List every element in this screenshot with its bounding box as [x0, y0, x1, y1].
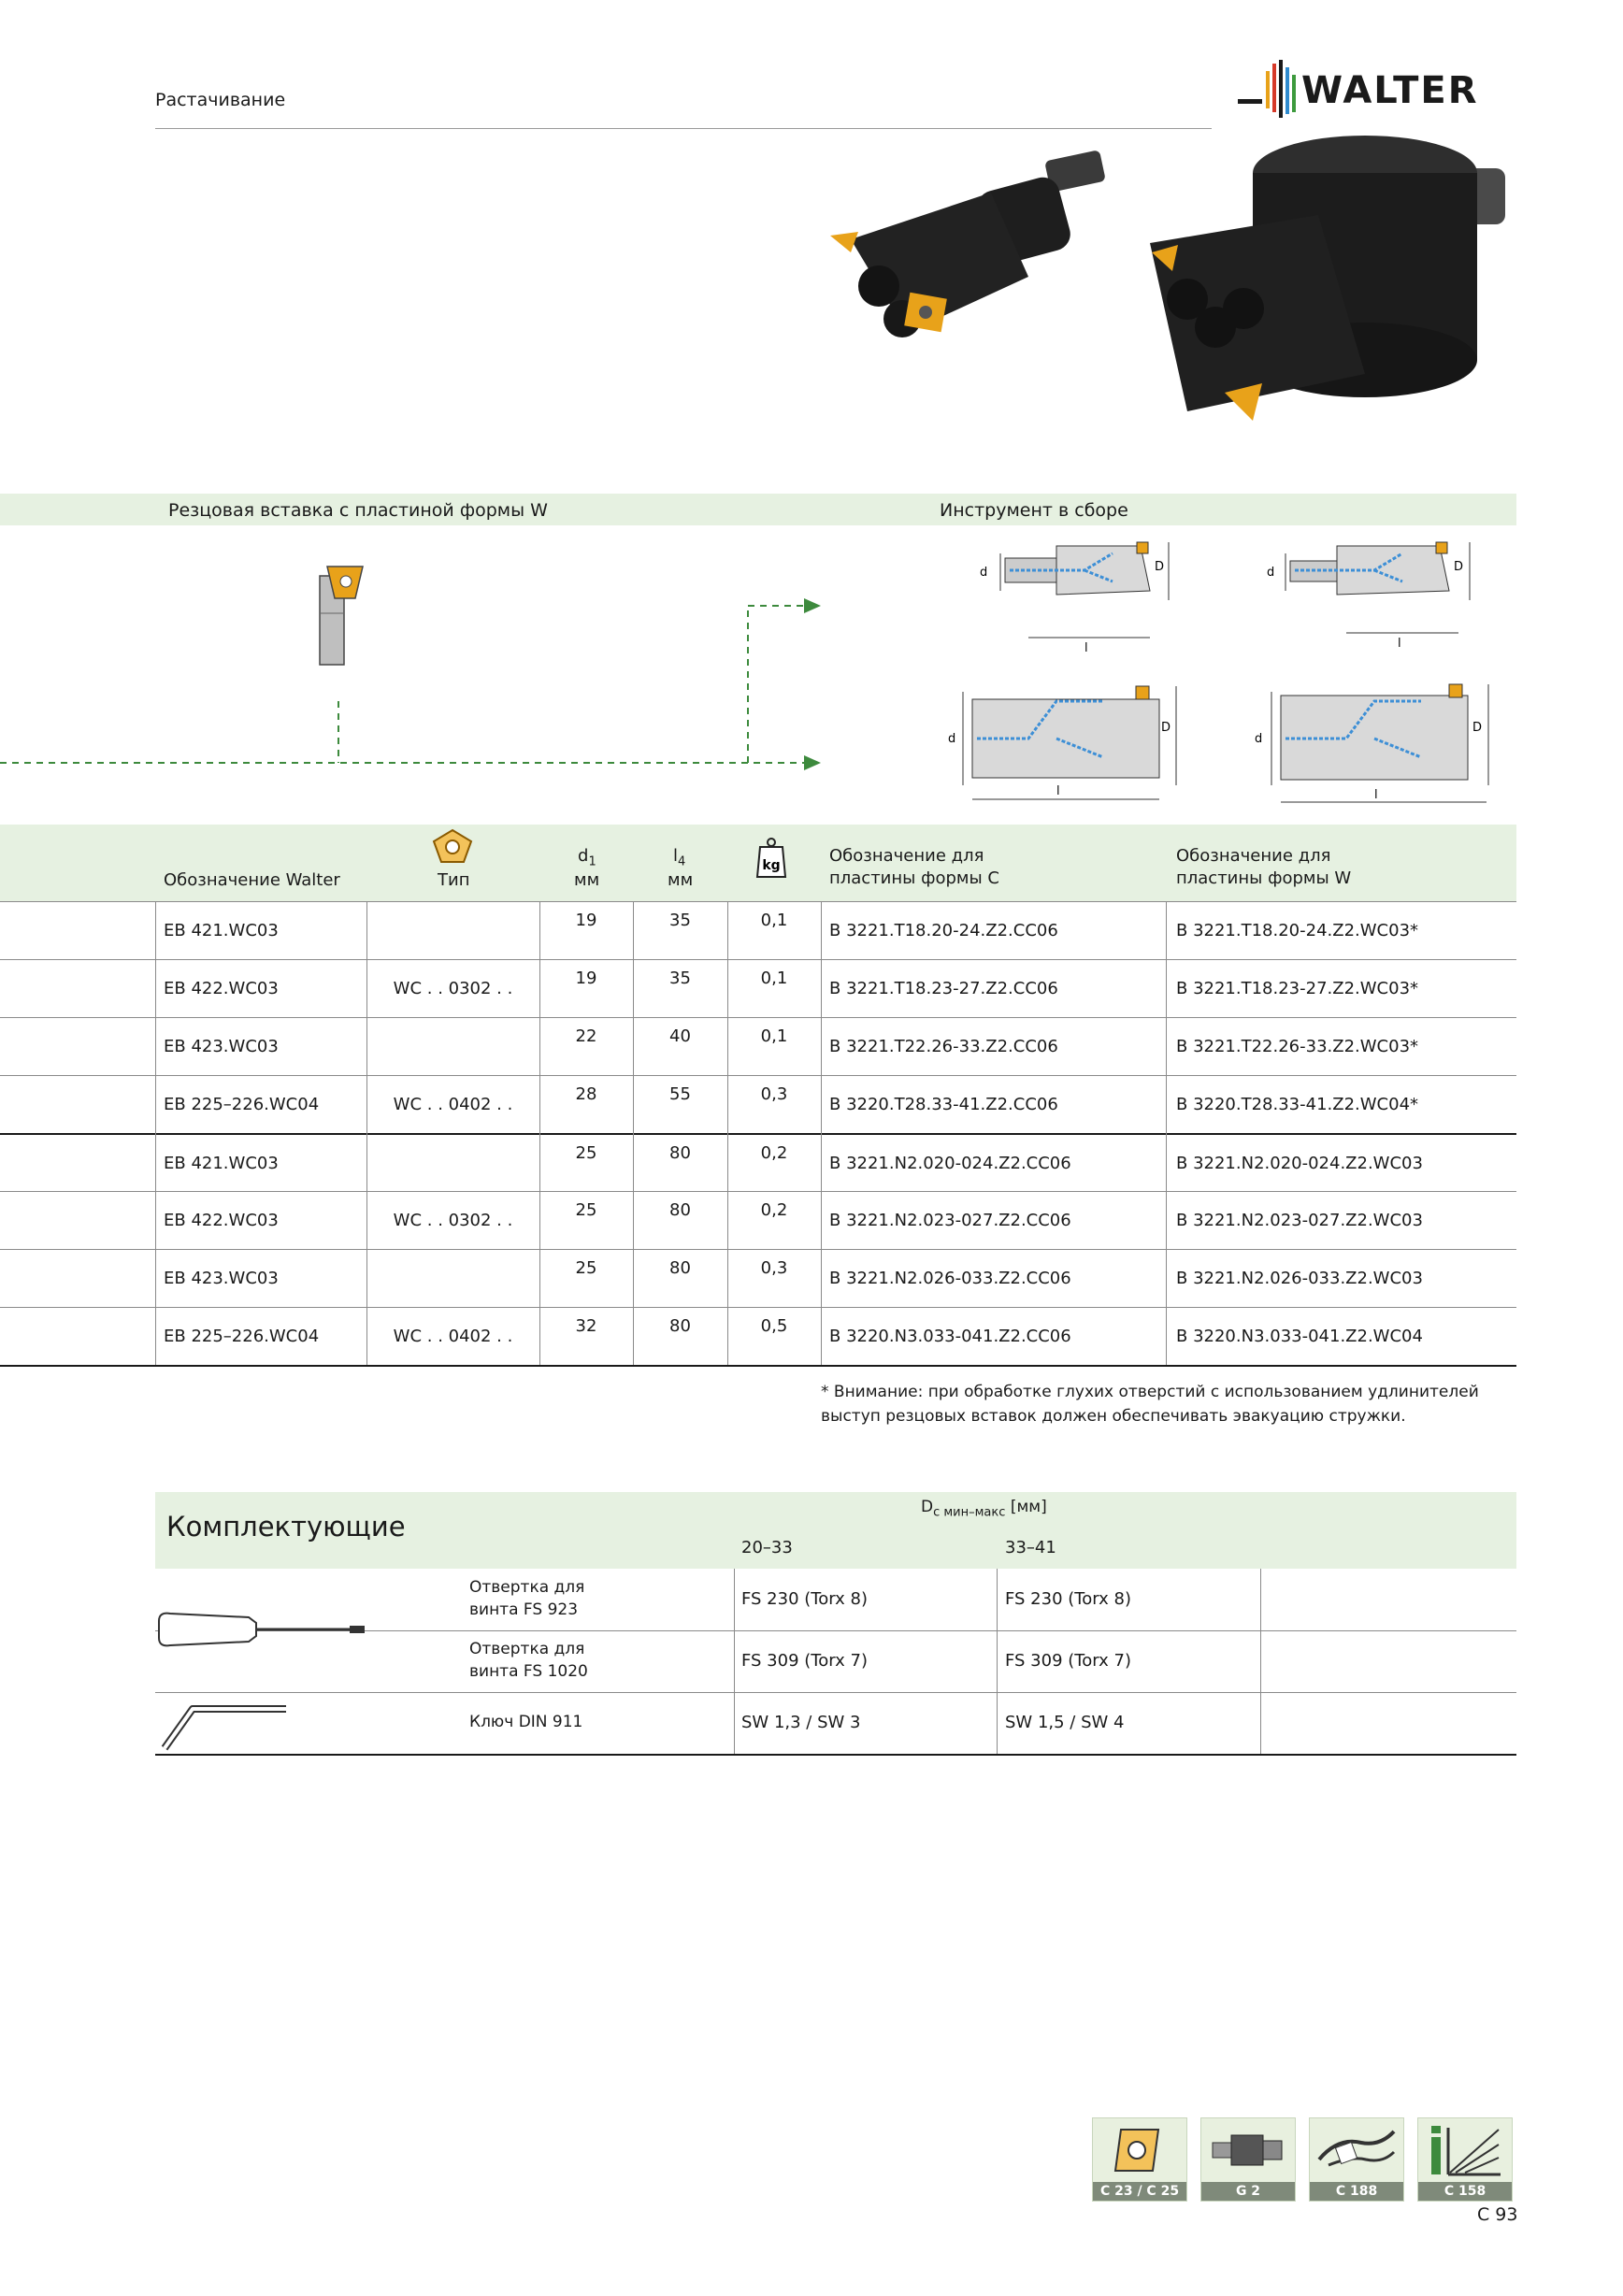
dc-label: D	[1472, 721, 1483, 735]
accessory-value: SW 1,3 / SW 3	[741, 1713, 861, 1732]
weight-icon-text: kg	[762, 858, 781, 873]
accessory-name-line1: Отвертка для	[469, 1640, 585, 1658]
l4-label: l	[1084, 641, 1088, 655]
cell-designation: EB 225–226.WC04	[164, 1327, 320, 1346]
dc-label: D	[1155, 560, 1165, 574]
col-form-c-line1: Обозначение для	[829, 846, 984, 866]
assembly-heading: Инструмент в сборе	[940, 500, 1128, 521]
accessory-name	[469, 1638, 588, 1683]
cell-form-w: B 3221.T22.26-33.Z2.WC03*	[1176, 1037, 1419, 1056]
cell-weight: 0,2	[760, 1143, 788, 1163]
cell-weight: 0,2	[760, 1200, 788, 1220]
accessory-column-rule	[734, 1569, 735, 1754]
screwdriver-icon	[155, 1606, 370, 1653]
cell-l4: 80	[669, 1143, 691, 1163]
footnote	[821, 1380, 1531, 1428]
cell-form-c: B 3220.T28.33-41.Z2.CC06	[829, 1095, 1058, 1114]
assembly-diagram-4	[1234, 673, 1505, 813]
cell-l4: 80	[669, 1316, 691, 1336]
section-title: Растачивание	[155, 90, 286, 110]
insert-type-icon	[432, 828, 473, 872]
cell-form-w: B 3220.N3.033-041.Z2.WC04	[1176, 1327, 1423, 1346]
cell-form-w: B 3221.T18.23-27.Z2.WC03*	[1176, 979, 1419, 998]
accessory-value: FS 230 (Torx 8)	[1005, 1589, 1131, 1609]
table-row	[0, 1191, 1516, 1250]
cell-form-c: B 3221.N2.026-033.Z2.CC06	[829, 1269, 1071, 1288]
cell-type: WC . . 0402 . .	[393, 1095, 513, 1114]
cell-type: WC . . 0302 . .	[393, 1211, 513, 1230]
d1-label: d	[980, 566, 988, 580]
table-column-rule	[539, 901, 540, 1365]
accessory-value: SW 1,5 / SW 4	[1005, 1713, 1125, 1732]
l4-label: l	[1056, 784, 1060, 798]
accessory-value: FS 309 (Torx 7)	[1005, 1651, 1131, 1671]
cell-form-c: B 3221.T18.20-24.Z2.CC06	[829, 921, 1058, 940]
assignment-arrows	[0, 589, 841, 776]
header-rule	[155, 128, 1212, 129]
cell-d1: 25	[575, 1200, 597, 1220]
info-chart-icon	[1418, 2118, 1512, 2182]
nav-toolholder-link[interactable]	[1200, 2117, 1296, 2202]
cell-d1: 25	[575, 1258, 597, 1278]
cell-l4: 80	[669, 1258, 691, 1278]
nav-info-link[interactable]	[1417, 2117, 1513, 2202]
nav-toolholder-label: G 2	[1201, 2182, 1295, 2201]
table-bottom-rule	[0, 1365, 1516, 1367]
cell-l4: 35	[669, 969, 691, 988]
dc-range-heading	[921, 1498, 1047, 1519]
table-row	[0, 1249, 1516, 1308]
range-20-33: 20–33	[741, 1538, 793, 1557]
cell-form-w: B 3221.N2.023-027.Z2.WC03	[1176, 1211, 1423, 1230]
cell-form-c: B 3221.N2.020-024.Z2.CC06	[829, 1154, 1071, 1173]
cell-weight: 0,3	[760, 1084, 788, 1104]
col-form-w-line1: Обозначение для	[1176, 846, 1331, 866]
dc-unit: [мм]	[1010, 1498, 1047, 1516]
nav-insert-label: C 23 / C 25	[1093, 2182, 1186, 2201]
table-row	[0, 901, 1516, 960]
accessory-name-line2: винта FS 923	[469, 1600, 579, 1619]
accessory-name-line2: винта FS 1020	[469, 1662, 588, 1681]
d1-label: d	[1255, 732, 1263, 746]
col-type: Тип	[438, 870, 470, 890]
table-row	[0, 959, 1516, 1018]
table-column-rule	[821, 901, 822, 1365]
cell-weight: 0,1	[760, 1026, 788, 1046]
dc-symbol: D	[921, 1498, 934, 1516]
handbook-icon	[1310, 2118, 1403, 2182]
cell-type: WC . . 0302 . .	[393, 979, 513, 998]
nav-handbook-link[interactable]	[1309, 2117, 1404, 2202]
accessory-name-line1: Ключ DIN 911	[469, 1713, 583, 1731]
dc-subscript: c мин–макс	[933, 1505, 1006, 1520]
insert-icon	[1093, 2118, 1186, 2182]
cell-designation: EB 225–226.WC04	[164, 1095, 320, 1114]
cell-designation: EB 423.WC03	[164, 1269, 279, 1288]
col-form-c-line2: пластины формы С	[829, 868, 999, 888]
cell-designation: EB 422.WC03	[164, 1211, 279, 1230]
cell-designation: EB 423.WC03	[164, 1037, 279, 1056]
l4-subscript: 4	[678, 854, 686, 869]
cell-l4: 80	[669, 1200, 691, 1220]
table-column-rule	[155, 901, 156, 1365]
nav-handbook-label: C 188	[1310, 2182, 1403, 2201]
cell-form-c: B 3220.N3.033-041.Z2.CC06	[829, 1327, 1071, 1346]
col-form-c	[829, 845, 999, 890]
cell-form-c: B 3221.N2.023-027.Z2.CC06	[829, 1211, 1071, 1230]
d1-symbol: d	[578, 846, 589, 866]
footnote-line2: выступ резцовых вставок должен обеспечивать эвакуацию стружки.	[821, 1407, 1406, 1426]
table-column-rule	[633, 901, 634, 1365]
cell-form-w: B 3220.T28.33-41.Z2.WC04*	[1176, 1095, 1419, 1114]
accessory-name	[469, 1576, 584, 1621]
accessory-row	[155, 1692, 1516, 1756]
cell-weight: 0,1	[760, 911, 788, 930]
d1-subscript: 1	[588, 854, 596, 869]
boring-tool-photo-small	[813, 146, 1150, 361]
accessory-value: FS 230 (Torx 8)	[741, 1589, 868, 1609]
assembly-diagram-3	[935, 673, 1187, 813]
accessory-value: FS 309 (Torx 7)	[741, 1651, 868, 1671]
accessory-name	[469, 1711, 582, 1733]
nav-info-label: C 158	[1418, 2182, 1512, 2201]
table-column-rule	[1166, 901, 1167, 1365]
accessory-column-rule	[1260, 1569, 1261, 1754]
cell-form-w: B 3221.N2.020-024.Z2.WC03	[1176, 1154, 1423, 1173]
table-column-rule	[727, 901, 728, 1365]
cell-form-c: B 3221.T18.23-27.Z2.CC06	[829, 979, 1058, 998]
nav-insert-link[interactable]	[1092, 2117, 1187, 2202]
walter-logo	[1232, 58, 1520, 122]
l4-label: l	[1398, 637, 1401, 651]
cell-form-c: B 3221.T22.26-33.Z2.CC06	[829, 1037, 1058, 1056]
accessories-title: Комплектующие	[166, 1511, 406, 1543]
dc-label: D	[1454, 560, 1464, 574]
cell-designation: EB 422.WC03	[164, 979, 279, 998]
cell-l4: 40	[669, 1026, 691, 1046]
accessory-name-line1: Отвертка для	[469, 1578, 585, 1597]
logo-text: WALTER	[1301, 69, 1479, 112]
dc-label: D	[1161, 721, 1171, 735]
cell-d1: 28	[575, 1084, 597, 1104]
cell-d1: 22	[575, 1026, 597, 1046]
weight-icon	[755, 836, 787, 885]
d1-label: d	[948, 732, 956, 746]
table-row	[0, 1075, 1516, 1134]
table-row	[0, 1133, 1516, 1193]
l4-label: l	[1374, 788, 1378, 802]
hex-key-icon	[155, 1692, 295, 1758]
table-column-rule	[366, 901, 367, 1365]
toolholder-icon	[1201, 2118, 1295, 2182]
boring-tool-photo-large	[1131, 131, 1524, 449]
accessory-column-rule	[997, 1569, 998, 1754]
table-row	[0, 1017, 1516, 1076]
cell-designation: EB 421.WC03	[164, 921, 279, 940]
assembly-diagram-2	[1262, 535, 1496, 656]
cell-l4: 35	[669, 911, 691, 930]
col-form-w	[1176, 845, 1351, 890]
footnote-line1: * Внимание: при обработке глухих отверстий с использованием удлинителей	[821, 1383, 1479, 1401]
cell-form-w: B 3221.T18.20-24.Z2.WC03*	[1176, 921, 1419, 940]
table-header	[0, 825, 1516, 901]
cell-d1: 25	[575, 1143, 597, 1163]
cell-weight: 0,1	[760, 969, 788, 988]
cell-weight: 0,5	[760, 1316, 788, 1336]
cell-weight: 0,3	[760, 1258, 788, 1278]
cell-d1: 32	[575, 1316, 597, 1336]
d1-label: d	[1267, 566, 1275, 580]
insert-heading: Резцовая вставка с пластиной формы W	[168, 500, 548, 521]
col-d1-unit: мм	[574, 870, 600, 890]
cell-type: WC . . 0402 . .	[393, 1327, 513, 1346]
assembly-diagram-1	[954, 535, 1187, 656]
cell-form-w: B 3221.N2.026-033.Z2.WC03	[1176, 1269, 1423, 1288]
page-number: C 93	[1477, 2204, 1518, 2225]
col-designation: Обозначение Walter	[164, 870, 340, 890]
col-l4-unit: мм	[668, 870, 694, 890]
table-row	[0, 1307, 1516, 1366]
cell-l4: 55	[669, 1084, 691, 1104]
range-33-41: 33–41	[1005, 1538, 1056, 1557]
cell-d1: 19	[575, 911, 597, 930]
l4-symbol: l	[673, 846, 679, 866]
cell-d1: 19	[575, 969, 597, 988]
cell-designation: EB 421.WC03	[164, 1154, 279, 1173]
col-form-w-line2: пластины формы W	[1176, 868, 1352, 888]
